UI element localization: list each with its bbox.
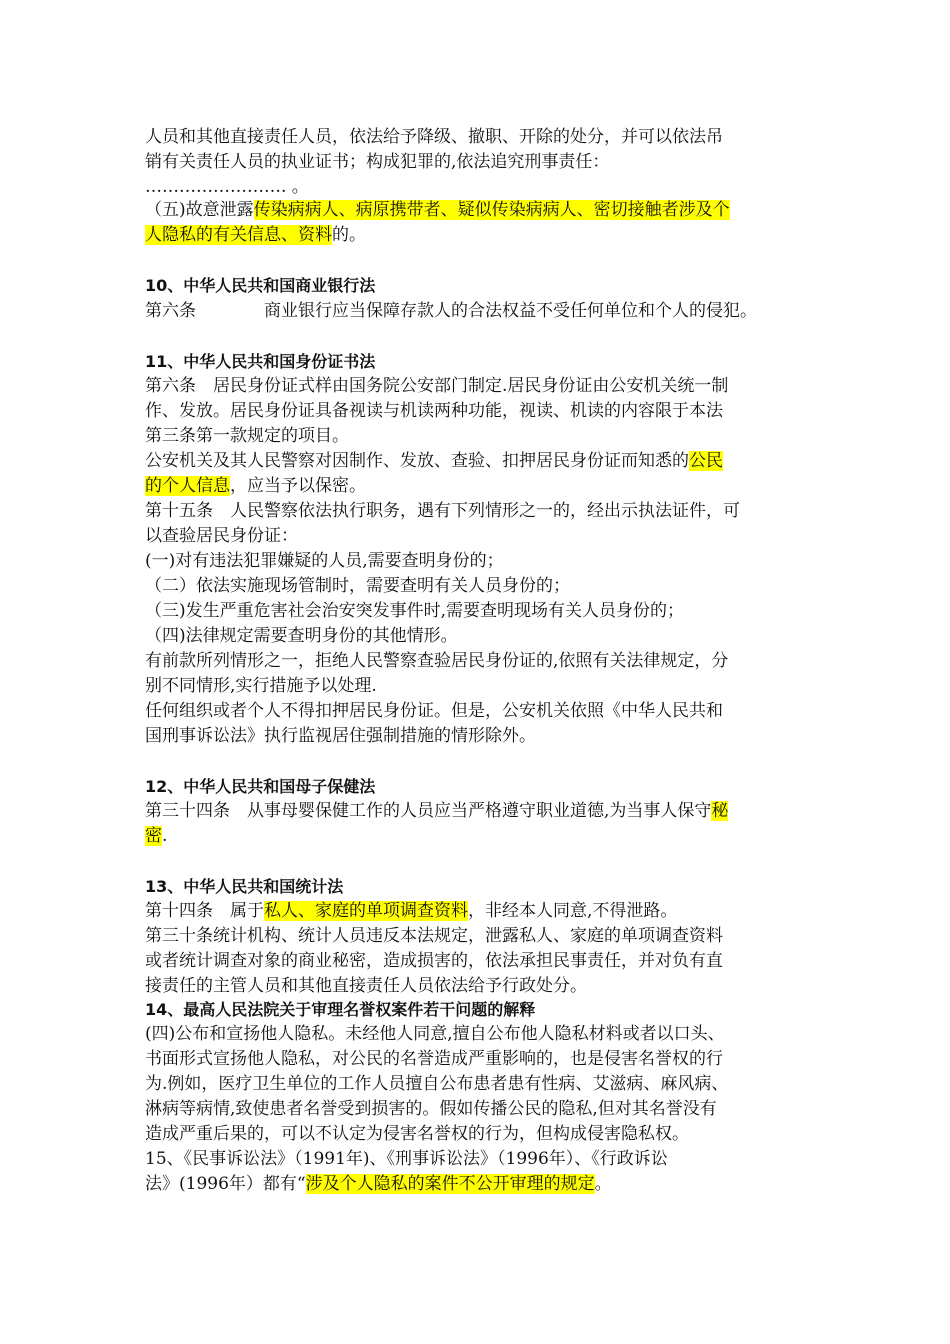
text-segment: 第十四条 属于	[145, 901, 264, 921]
text-segment: 第三十条统计机构、统计人员违反本法规定，泄露私人、家庭的单项调查资料	[145, 926, 723, 946]
text-segment: 15、《民事诉讼法》（1991年)、《刑事诉讼法》（1996年）、《行政诉讼	[145, 1149, 668, 1169]
text-segment: (一)对有违法犯罪嫌疑的人员,需要查明身份的；	[145, 551, 504, 571]
text-segment: （二）依法实施现场管制时，需要查明有关人员身份的；	[145, 576, 570, 596]
text-line	[145, 824, 167, 849]
text-segment: （三)发生严重危害社会治安突发事件时,需要查明现场有关人员身份的；	[145, 601, 685, 621]
text-line	[145, 574, 570, 599]
text-segment: 10、中华人民共和国商业银行法	[145, 276, 376, 295]
text-line	[145, 799, 728, 824]
text-line	[145, 198, 730, 223]
text-segment: 13、中华人民共和国统计法	[145, 877, 344, 896]
section-heading	[145, 874, 343, 899]
text-segment: 12、中华人民共和国母子保健法	[145, 777, 376, 796]
highlighted-text: 传染病病人、病原携带者、疑似传染病病人、密切接触者涉及个	[253, 200, 730, 220]
text-segment: 销有关责任人员的执业证书；构成犯罪的,依法追究刑事责任：	[145, 152, 610, 172]
text-segment: 有前款所列情形之一，拒绝人民警察查验居民身份证的,依照有关法律规定，分	[145, 651, 729, 671]
text-segment: 或者统计调查对象的商业秘密，造成损害的，依法承担民事责任，并对负有直	[145, 951, 723, 971]
highlighted-text: 涉及个人隐私的案件不公开审理的规定	[305, 1174, 595, 1194]
text-segment: 任何组织或者个人不得扣押居民身份证。但是，公安机关依照《中华人民共和	[145, 701, 723, 721]
text-line	[145, 299, 757, 324]
text-segment: 第六条 商业银行应当保障存款人的合法权益不受任何单位和个人的侵犯。	[145, 301, 757, 321]
text-segment: 国刑事诉讼法》执行监视居住强制措施的情形除外。	[145, 726, 536, 746]
text-segment: .	[162, 826, 168, 846]
section-heading	[145, 273, 375, 298]
text-segment: 。	[594, 1174, 612, 1194]
text-line	[145, 624, 458, 649]
text-segment: ……………………. 。	[145, 177, 309, 197]
text-segment: 为.例如，医疗卫生单位的工作人员擅自公布患者患有性病、艾滋病、麻风病、	[145, 1074, 729, 1094]
section-heading	[145, 997, 535, 1022]
text-line	[145, 549, 504, 574]
text-line	[145, 1147, 668, 1172]
text-segment: 造成严重后果的，可以不认定为侵害名誉权的行为，但构成侵害隐私权。	[145, 1124, 689, 1144]
text-line	[145, 674, 377, 699]
text-line	[145, 125, 723, 150]
text-line	[145, 724, 536, 749]
text-segment: （四)法律规定需要查明身份的其他情形。	[145, 626, 458, 646]
text-segment: 作、发放。居民身份证具备视读与机读两种功能，视读、机读的内容限于本法	[145, 401, 723, 421]
text-line	[145, 1122, 689, 1147]
text-line	[145, 524, 298, 549]
text-segment: 第三条第一款规定的项目。	[145, 426, 349, 446]
text-line	[145, 1097, 717, 1122]
text-segment: 11、中华人民共和国身份证书法	[145, 352, 376, 371]
text-segment: 接责任的主管人员和其他直接责任人员依法给予行政处分。	[145, 976, 587, 996]
text-line	[145, 699, 723, 724]
section-heading	[145, 349, 375, 374]
text-segment: 法》(1996年）都有“	[145, 1174, 306, 1194]
text-line	[145, 223, 366, 248]
text-line	[145, 649, 728, 674]
section-heading	[145, 774, 375, 799]
highlighted-text: 公民	[689, 451, 723, 471]
text-segment: 第六条 居民身份证式样由国务院公安部门制定.居民身份证由公安机关统一制	[145, 376, 729, 396]
text-segment: 第三十四条 从事母婴保健工作的人员应当严格遵守职业道德,为当事人保守	[145, 801, 712, 821]
text-segment: （五)故意泄露	[145, 200, 254, 220]
text-line	[145, 175, 309, 200]
text-line	[145, 599, 684, 624]
text-line	[145, 1022, 725, 1047]
text-segment: ，非经本人同意,不得泄路。	[468, 901, 678, 921]
text-line	[145, 974, 587, 999]
text-segment: 以查验居民身份证：	[145, 526, 298, 546]
text-segment: ，应当予以保密。	[230, 476, 366, 496]
text-segment: 人员和其他直接责任人员，依法给予降级、撤职、开除的处分，并可以依法吊	[145, 127, 723, 147]
text-line	[145, 449, 723, 474]
text-segment: 公安机关及其人民警察对因制作、发放、查验、扣押居民身份证而知悉的	[145, 451, 689, 471]
highlighted-text: 密	[145, 826, 162, 846]
text-line	[145, 1172, 612, 1197]
text-line	[145, 374, 728, 399]
text-segment: 别不同情形,实行措施予以处理.	[145, 676, 377, 696]
highlighted-text: 的个人信息	[145, 476, 230, 496]
highlighted-text: 人隐私的有关信息、资料	[145, 225, 332, 245]
text-line	[145, 899, 677, 924]
text-segment: (四)公布和宣扬他人隐私。未经他人同意,擅自公布他人隐私材料或者以口头、	[145, 1024, 725, 1044]
text-segment: 第十五条 人民警察依法执行职务，遇有下列情形之一的，经出示执法证件，可	[145, 501, 740, 521]
text-segment: 的。	[332, 225, 366, 245]
text-line	[145, 399, 723, 424]
text-line	[145, 1072, 728, 1097]
text-segment: 14、最高人民法院关于审理名誉权案件若干问题的解释	[145, 1000, 536, 1019]
text-line	[145, 474, 366, 499]
text-line	[145, 924, 723, 949]
text-line	[145, 1047, 723, 1072]
text-line	[145, 150, 609, 175]
text-segment: 淋病等病情,致使患者名誉受到损害的。假如传播公民的隐私,但对其名誉没有	[145, 1099, 717, 1119]
text-line	[145, 499, 740, 524]
highlighted-text: 私人、家庭的单项调查资料	[264, 901, 468, 921]
text-segment: 书面形式宣扬他人隐私，对公民的名誉造成严重影响的，也是侵害名誉权的行	[145, 1049, 723, 1069]
highlighted-text: 秘	[711, 801, 729, 821]
text-line	[145, 424, 349, 449]
text-line	[145, 949, 723, 974]
